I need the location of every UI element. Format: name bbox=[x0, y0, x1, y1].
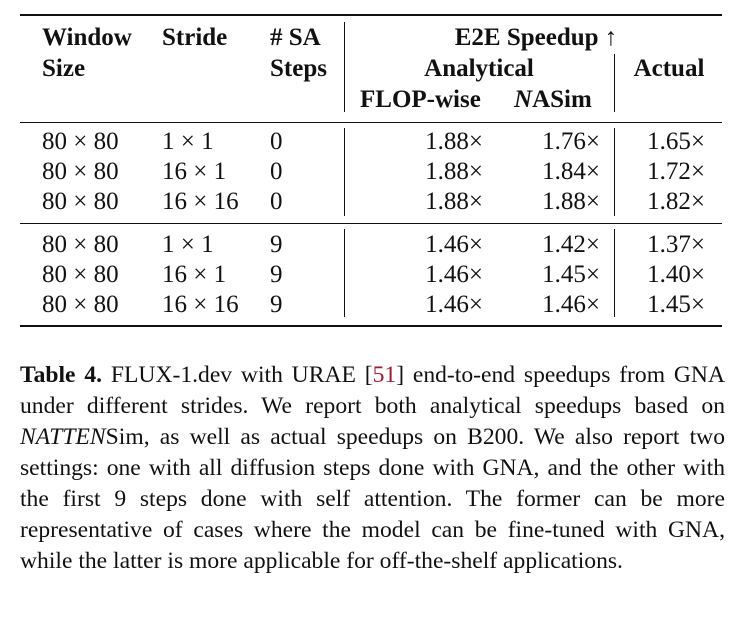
caption-text-3: Sim, as well as actual speedups on B200. We also report two settings: one with all diffusion steps done with GNA, and the other with the first 9 steps done with self attention. The former can be more representative of cases where the model can be fine-tuned with GNA, while the latter is more applicable for off-the-shelf applications. bbox=[20, 424, 725, 574]
row-5-actual: 1.40× bbox=[647, 261, 705, 288]
row-2-flop-wise: 1.88× bbox=[425, 158, 483, 185]
row-1-sa-steps: 0 bbox=[270, 128, 283, 155]
row-4-sa-steps: 9 bbox=[270, 231, 283, 258]
header-sa-steps-line2: Steps bbox=[270, 55, 327, 82]
row-4-flop-wise: 1.46× bbox=[425, 231, 483, 258]
row-4-actual: 1.37× bbox=[647, 231, 705, 258]
row-5-flop-wise: 1.46× bbox=[425, 261, 483, 288]
row-3-stride: 16 × 16 bbox=[162, 188, 239, 215]
header-analytical: Analytical bbox=[424, 55, 534, 82]
natten-sim-suffix: ASim bbox=[532, 86, 592, 113]
header-natten-sim bbox=[514, 86, 592, 114]
header-e2e-speedup: E2E Speedup ↑ bbox=[454, 24, 618, 51]
header-flop-wise: FLOP-wise bbox=[360, 86, 481, 113]
separator-left-header bbox=[344, 22, 345, 112]
header-window-size-line2: Size bbox=[42, 55, 86, 82]
separator-right-group1 bbox=[614, 128, 615, 216]
row-6-natten-sim: 1.46× bbox=[542, 291, 600, 318]
row-1-stride: 1 × 1 bbox=[162, 128, 214, 155]
row-3-window: 80 × 80 bbox=[42, 188, 119, 215]
row-4-window: 80 × 80 bbox=[42, 231, 119, 258]
caption-natten: NATTEN bbox=[20, 424, 106, 450]
row-5-stride: 16 × 1 bbox=[162, 261, 227, 288]
caption-label: Table 4. bbox=[20, 362, 103, 388]
row-6-sa-steps: 9 bbox=[270, 291, 283, 318]
table-group-rule bbox=[20, 223, 722, 224]
row-1-natten-sim: 1.76× bbox=[542, 128, 600, 155]
row-4-stride: 1 × 1 bbox=[162, 231, 214, 258]
natten-script-n: N bbox=[514, 86, 533, 113]
row-1-window: 80 × 80 bbox=[42, 128, 119, 155]
row-5-sa-steps: 9 bbox=[270, 261, 283, 288]
row-5-window: 80 × 80 bbox=[42, 261, 119, 288]
table-header-rule bbox=[20, 122, 722, 123]
header-sa-steps-line1: # SA bbox=[270, 24, 321, 51]
header-actual: Actual bbox=[633, 55, 705, 82]
caption-text-2: ] end-to-end speedups from GNA under different strides. We report both analytical speedups based on bbox=[20, 362, 725, 419]
header-window-size-line1: Window bbox=[42, 24, 132, 51]
separator-right-header bbox=[614, 54, 615, 112]
row-5-natten-sim: 1.45× bbox=[542, 261, 600, 288]
row-6-stride: 16 × 16 bbox=[162, 291, 239, 318]
row-1-actual: 1.65× bbox=[647, 128, 705, 155]
row-1-flop-wise: 1.88× bbox=[425, 128, 483, 155]
table-bottom-rule bbox=[20, 325, 722, 327]
row-4-natten-sim: 1.42× bbox=[542, 231, 600, 258]
separator-left-group2 bbox=[344, 229, 345, 317]
caption-text-1: FLUX-1.dev with URAE [ bbox=[102, 362, 373, 388]
table-top-rule bbox=[20, 14, 722, 16]
row-3-sa-steps: 0 bbox=[270, 188, 283, 215]
row-3-actual: 1.82× bbox=[647, 188, 705, 215]
row-2-natten-sim: 1.84× bbox=[542, 158, 600, 185]
header-stride: Stride bbox=[162, 24, 228, 51]
separator-left-group1 bbox=[344, 128, 345, 216]
row-6-actual: 1.45× bbox=[647, 291, 705, 318]
citation-link[interactable]: 51 bbox=[372, 362, 397, 388]
table-caption bbox=[20, 360, 725, 577]
row-2-actual: 1.72× bbox=[647, 158, 705, 185]
row-6-flop-wise: 1.46× bbox=[425, 291, 483, 318]
row-6-window: 80 × 80 bbox=[42, 291, 119, 318]
row-2-stride: 16 × 1 bbox=[162, 158, 227, 185]
row-3-natten-sim: 1.88× bbox=[542, 188, 600, 215]
separator-right-group2 bbox=[614, 229, 615, 317]
row-2-window: 80 × 80 bbox=[42, 158, 119, 185]
row-2-sa-steps: 0 bbox=[270, 158, 283, 185]
row-3-flop-wise: 1.88× bbox=[425, 188, 483, 215]
